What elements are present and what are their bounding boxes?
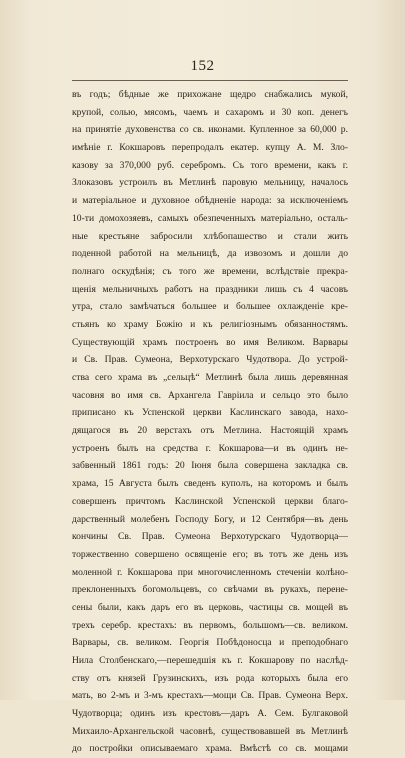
text-line: дарственный молебенъ Господу Богу, и 12 Сентября—въ день [72, 513, 348, 525]
text-line: Чудотворца; одинъ изъ крестовъ—даръ А. Сем. Булгаковой [72, 708, 348, 720]
text-line: преклоненныхъ богомольцевъ, со свѣчами въ рукахъ, перене- [72, 584, 348, 596]
text-line: мать, во 2-мъ и 3-мъ крестахъ—мощи Св. Прав. Сумеона Верх. [72, 690, 348, 702]
text-line: ные крестьяне забросили хлѣбопашество и стали жить [72, 230, 348, 242]
text-line: кончины Св. Прав. Сумеона Верхотурскаго Чудотворца— [72, 531, 348, 543]
text-line: утра, стало замѣчаться большее и большее охлажденіе кре- [72, 301, 348, 313]
text-line: 10-ти домохозяевъ, самыхъ обезпеченныхъ матеріально, осталь- [72, 212, 348, 224]
text-line: моленной г. Кокшарова при многочисленномъ стеченіи колѣно- [72, 566, 348, 578]
text-line: ству отъ князей Грузинскихъ, изъ рода которыхъ была его [72, 672, 348, 684]
text-line: казову за 370,000 руб. серебромъ. Съ того времени, какъ г. [72, 159, 348, 171]
text-line: на принятіе духовенства со св. иконами. Купленное за 60,000 р. [72, 124, 348, 136]
text-line: торжественно совершено освященіе его; въ тотъ же день изъ [72, 548, 348, 560]
text-line: забвенный 1861 годъ: 20 Іюня была совершена закладка св. [72, 460, 348, 472]
text-line: и Св. Прав. Сумеона, Верхотурскаго Чудотвора. До устрой- [72, 354, 348, 366]
text-line: трехъ серебр. крестахъ: въ первомъ, большомъ—св. великом. [72, 619, 348, 631]
text-line: часовня во имя св. Архангела Гавріила и сельцо это было [72, 389, 348, 401]
text-line: имѣніе г. Кокшаровъ перепродалъ екатер. купцу А. М. Зло- [72, 142, 348, 154]
text-line: и матеріальное и духовное обѣдненіе народа: за исключеніемъ [72, 195, 348, 207]
text-line: устроенъ былъ на средства г. Кокшарова—и въ одинъ не- [72, 442, 348, 454]
text-line: сены были, какъ даръ его въ церковь, частицы св. мощей въ [72, 601, 348, 613]
text-line: Злоказовъ устроилъ въ Метлинѣ паровую мельницу, началось [72, 177, 348, 189]
text-line: въ годъ; бѣдные же прихожане щедро снабжались мукой, [72, 89, 348, 100]
text-line: поденной работой на мельницѣ, да извозомъ и дошли до [72, 248, 348, 260]
page-number: 152 [190, 58, 215, 74]
text-line: Нила Столбенскаго,—перешедшія къ г. Кокшарову по наслѣд- [72, 655, 348, 666]
text-line: до постройки описываемаго храма. Вмѣстѣ со св. мощами [72, 743, 348, 755]
body-text [72, 86, 348, 758]
text-line: Варвары, св. великом. Георгія Побѣдоносца и преподобнаго [72, 637, 348, 649]
text-line: совершенъ причтомъ Каслинской Успенской церкви благо- [72, 495, 348, 507]
text-line: полнаго оскудѣнія; съ того же времени, вслѣдствіе прекра- [72, 265, 348, 277]
text-line: щенія мельничныхъ работъ на праздники лишь съ 4 часовъ [72, 283, 348, 295]
text-line: ства сего храма въ „сельцѣ“ Метлинѣ была лишь деревянная [72, 372, 348, 383]
text-line: приписано къ Успенской церкви Каслинскаго завода, нахо- [72, 407, 348, 419]
text-line: дящагося въ 20 верстахъ отъ Метлина. Настоящій храмъ [72, 425, 348, 437]
text-line: крупой, солью, мясомъ, чаемъ и сахаромъ и 30 коп. денегъ [72, 106, 348, 118]
text-line: храма, 15 Августа былъ сведенъ куполъ, на которомъ и былъ [72, 478, 348, 490]
text-line: Существующій храмъ построенъ во имя Великом. Варвары [72, 336, 348, 348]
text-line: стьянъ ко храму Божію и къ религіознымъ обязанностямъ. [72, 318, 348, 330]
text-line: Михаило-Архангельской часовнѣ, существовавшей въ Метлинѣ [72, 725, 348, 737]
header-rule [72, 80, 348, 81]
